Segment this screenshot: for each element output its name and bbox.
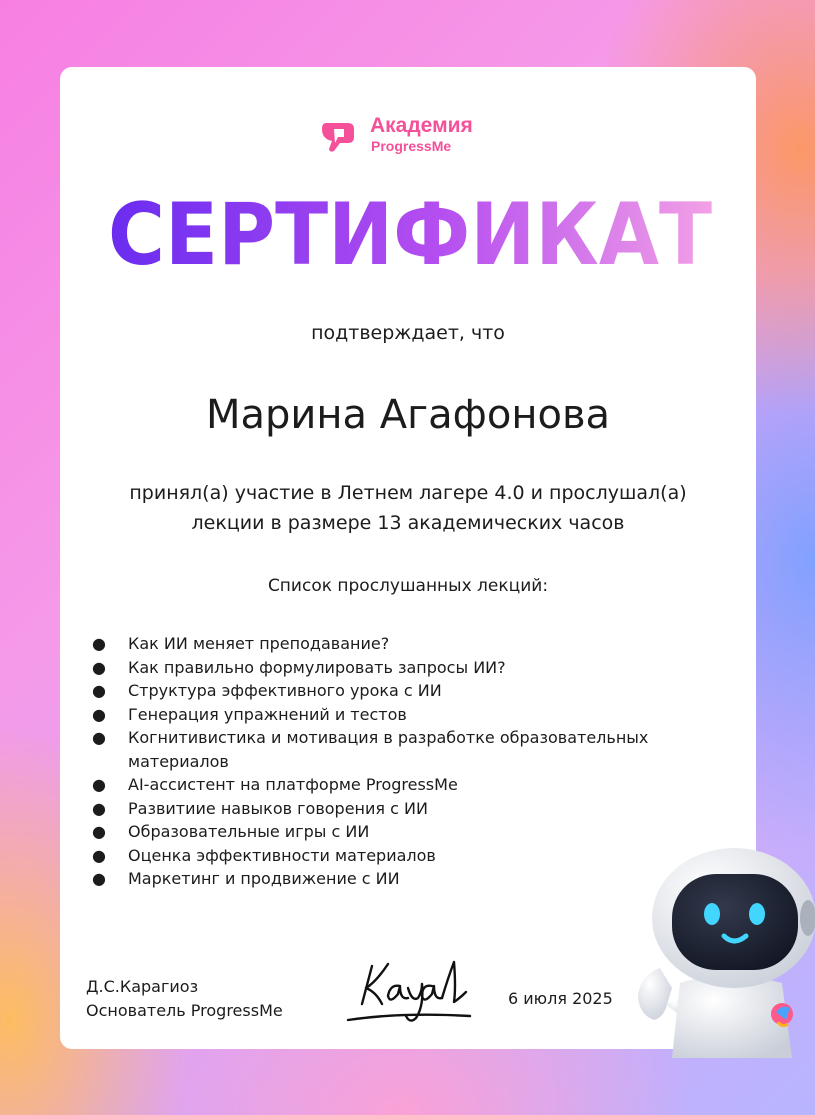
signature-image xyxy=(342,958,474,1028)
academy-logo xyxy=(318,113,498,157)
academy-logo-subtitle: ProgressMe xyxy=(371,138,452,154)
bullet-icon: ● xyxy=(92,798,106,818)
lecture-title: AI-ассистент на платформе ProgressMe xyxy=(128,775,458,794)
bullet-icon: ● xyxy=(92,775,106,794)
bullet-icon: ● xyxy=(92,845,106,865)
bullet-icon: ● xyxy=(92,869,106,888)
lecture-title: Когнитивистика и мотивация в разработке образовательных материалов xyxy=(128,728,649,771)
academy-logo-title: Академия xyxy=(370,114,473,137)
signer-block xyxy=(86,975,283,1023)
lecture-item xyxy=(90,679,730,703)
certificate-title-text: СЕРТИФИКАТ xyxy=(108,185,713,285)
lecture-list-heading: Список прослушанных лекций: xyxy=(267,576,549,596)
robot-mascot-icon xyxy=(632,818,815,1058)
lecture-title: Образовательные игры с ИИ xyxy=(128,822,370,841)
lecture-title: Оценка эффективности материалов xyxy=(128,845,436,865)
signer-name: Д.С.Карагиоз xyxy=(86,977,199,996)
certificate-date: 6 июля 2025 xyxy=(508,989,613,1008)
bullet-icon: ● xyxy=(92,704,106,724)
academy-logo-icon xyxy=(318,115,358,155)
signer-title: Основатель ProgressMe xyxy=(86,1001,283,1020)
lecture-title: Структура эффективного урока с ИИ xyxy=(128,681,442,700)
lecture-title: Как правильно формулировать запросы ИИ? xyxy=(128,657,506,677)
description xyxy=(60,478,756,538)
description-line-1: принял(а) участие в Летнем лагере 4.0 и прослушал(а) xyxy=(129,482,687,504)
bullet-icon: ● xyxy=(92,822,106,841)
bullet-icon: ● xyxy=(92,657,106,677)
lecture-item xyxy=(90,773,730,797)
certificate-title xyxy=(100,180,720,290)
lecture-title: Как ИИ меняет преподавание? xyxy=(128,634,390,653)
lecture-item xyxy=(90,703,730,727)
lecture-title: Генерация упражнений и тестов xyxy=(128,704,407,724)
lecture-title: Маркетинг и продвижение с ИИ xyxy=(128,869,400,888)
lecture-title: Развитиие навыков говорения с ИИ xyxy=(128,798,428,818)
lecture-item xyxy=(90,797,730,821)
description-line-2: лекции в размере 13 академических часов xyxy=(191,512,625,534)
bullet-icon: ● xyxy=(92,634,106,653)
confirms-text: подтверждает, что xyxy=(311,322,505,344)
lecture-item xyxy=(90,656,730,680)
recipient-name: Марина Агафонова xyxy=(205,392,611,438)
lecture-item xyxy=(90,726,730,773)
lecture-item xyxy=(90,632,730,656)
bullet-icon: ● xyxy=(92,728,106,747)
bullet-icon: ● xyxy=(92,681,106,700)
